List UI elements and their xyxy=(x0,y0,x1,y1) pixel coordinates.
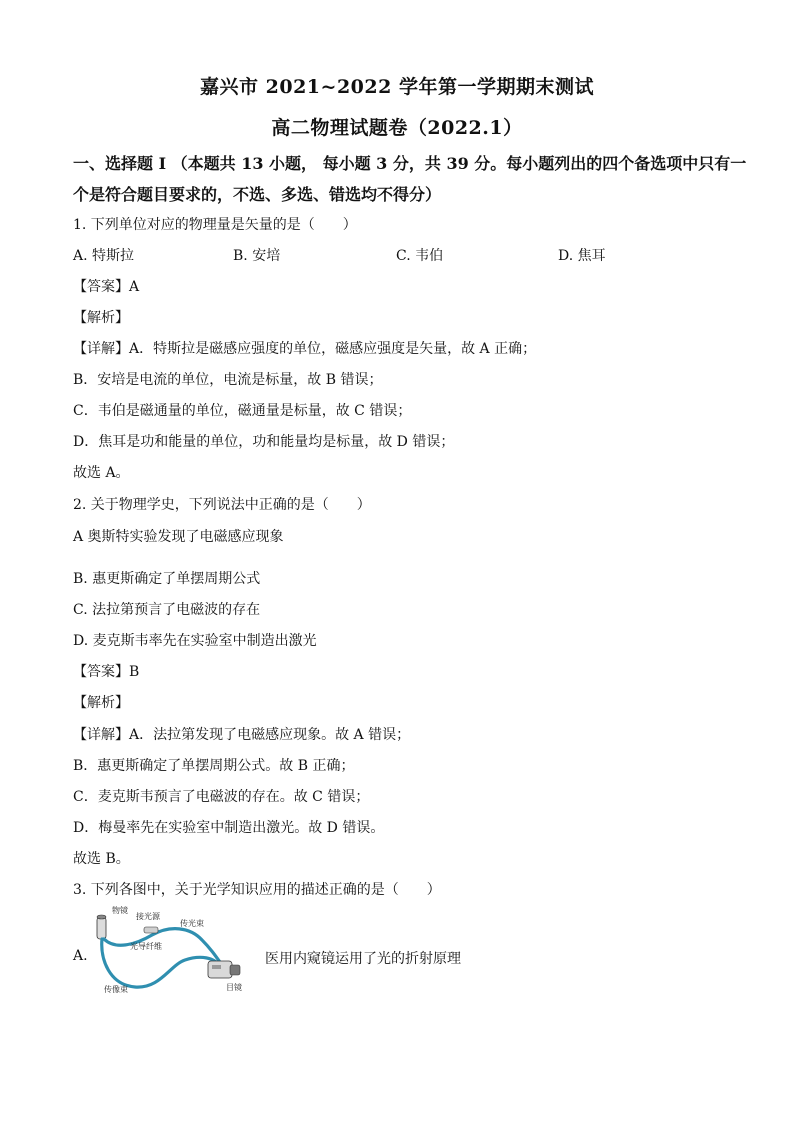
label-light-source: 接光源 xyxy=(136,912,160,921)
label-light-beam: 传光束 xyxy=(180,919,204,928)
q2-detail-3: C．麦克斯韦预言了电磁波的存在。故 C 错误； xyxy=(73,789,370,805)
q2-conclusion: 故选 B。 xyxy=(73,851,130,867)
label-objective: 物镜 xyxy=(112,906,128,915)
q1-detail-2: B．安培是电流的单位，电流是标量，故 B 错误； xyxy=(73,372,383,388)
q2-analysis-label: 【解析】 xyxy=(73,695,129,711)
q2-option-b: B. 惠更斯确定了单摆周期公式 xyxy=(73,571,261,587)
q3-stem: 3. 下列各图中，关于光学知识应用的描述正确的是（ ） xyxy=(73,882,441,898)
q2-detail-2: B．惠更斯确定了单摆周期公式。故 B 正确； xyxy=(73,758,355,774)
q1-detail-3: C．韦伯是磁通量的单位，磁通量是标量，故 C 错误； xyxy=(73,403,412,419)
q1-analysis-label: 【解析】 xyxy=(73,310,129,326)
label-fiber: 光导纤维 xyxy=(130,942,162,951)
label-image-beam: 传像束 xyxy=(104,985,128,994)
eyepiece-icon xyxy=(208,961,240,978)
endoscope-figure xyxy=(90,905,250,1000)
exam-subtitle: 高二物理试题卷（2022.1） xyxy=(271,117,523,139)
q3-option-a-text: 医用内窥镜运用了光的折射原理 xyxy=(265,951,461,967)
q2-option-c: C. 法拉第预言了电磁波的存在 xyxy=(73,602,261,618)
label-eyepiece: 目镜 xyxy=(226,983,242,992)
q2-option-a: A 奥斯特实验发现了电磁感应现象 xyxy=(73,529,284,545)
light-bundle-cable xyxy=(104,929,222,965)
q2-detail-4: D．梅曼率先在实验室中制造出激光。故 D 错误。 xyxy=(73,820,385,836)
q2-option-d: D. 麦克斯韦率先在实验室中制造出激光 xyxy=(73,633,317,649)
q1-stem: 1. 下列单位对应的物理量是矢量的是（ ） xyxy=(73,217,357,233)
exam-title: 嘉兴市 2021~2022 学年第一学期期末测试 xyxy=(200,76,594,98)
q3-option-a-letter: A. xyxy=(73,948,88,964)
q2-stem: 2. 关于物理学史，下列说法中正确的是（ ） xyxy=(73,497,371,513)
q1-detail-4: D．焦耳是功和能量的单位，功和能量均是标量，故 D 错误； xyxy=(73,434,455,450)
section-heading-line2: 个是符合题目要求的，不选、多选、错选均不得分） xyxy=(73,185,442,204)
light-source-connector-icon xyxy=(144,927,158,933)
q1-option-a: A. 特斯拉 xyxy=(73,248,135,264)
q1-answer: 【答案】A xyxy=(73,279,140,295)
q1-option-d: D. 焦耳 xyxy=(558,248,606,264)
objective-lens-icon xyxy=(97,915,106,939)
section-heading-line1: 一、选择题 I （本题共 13 小题， 每小题 3 分，共 39 分。每小题列出的四个备选项中只有一 xyxy=(73,154,747,173)
q1-detail-1: 【详解】A．特斯拉是磁感应强度的单位，磁感应强度是矢量，故 A 正确； xyxy=(73,341,537,357)
q1-conclusion: 故选 A。 xyxy=(73,465,130,481)
q2-detail-1: 【详解】A．法拉第发现了电磁感应现象。故 A 错误； xyxy=(73,727,411,743)
q2-answer: 【答案】B xyxy=(73,664,140,680)
q1-option-b: B. 安培 xyxy=(233,248,281,264)
q1-option-c: C. 韦伯 xyxy=(396,248,444,264)
